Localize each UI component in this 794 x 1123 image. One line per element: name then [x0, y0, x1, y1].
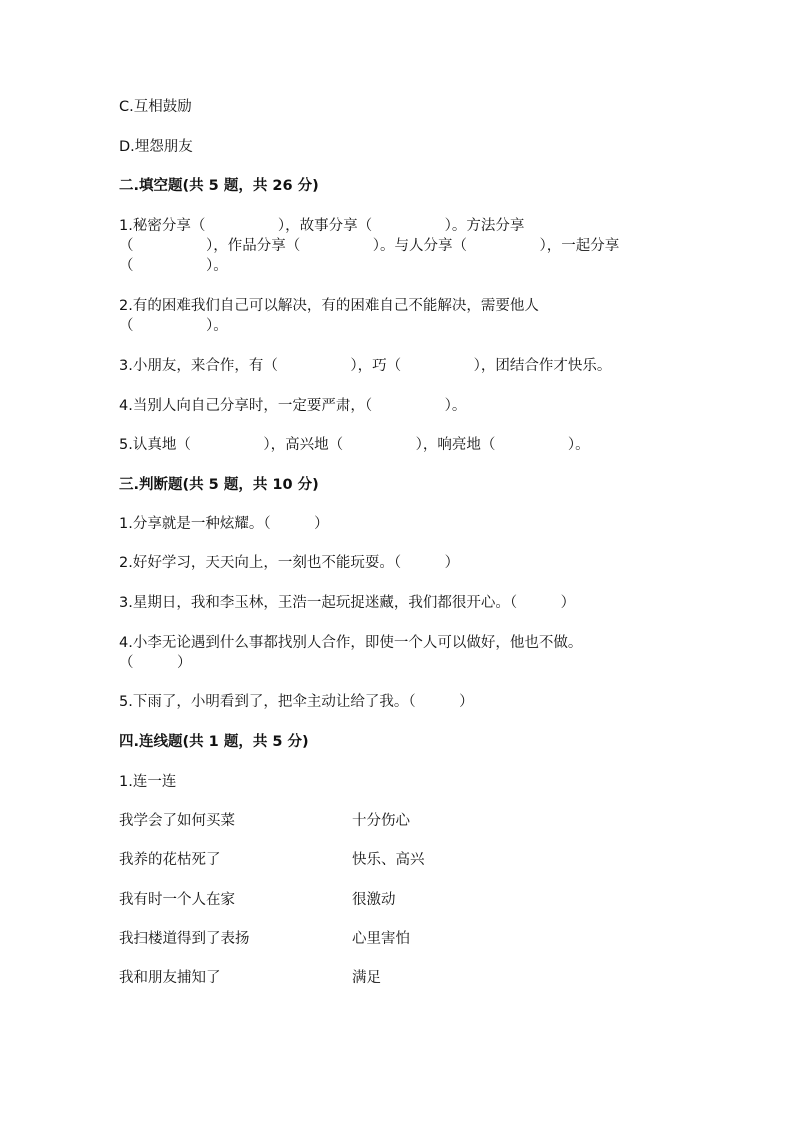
section-heading-judge: 三.判断题(共 5 题，共 10 分) — [119, 477, 319, 493]
matching-right-item: 很激动 — [352, 892, 396, 908]
judge-q4-line2: （ ） — [119, 655, 192, 671]
option-c: C.互相鼓励 — [119, 99, 192, 115]
fill-q1-line1: 1.秘密分享（ ），故事分享（ ）。方法分享 — [119, 218, 525, 234]
fill-q5: 5.认真地（ ），高兴地（ ），响亮地（ ）。 — [119, 437, 590, 453]
matching-left-item: 我有时一个人在家 — [119, 892, 235, 908]
judge-q1: 1.分享就是一种炫耀。（ ） — [119, 516, 329, 532]
judge-q3: 3.星期日，我和李玉林，王浩一起玩捉迷藏，我们都很开心。（ ） — [119, 595, 576, 611]
judge-q5: 5.下雨了，小明看到了，把伞主动让给了我。（ ） — [119, 694, 474, 710]
section-heading-fill-blank: 二.填空题(共 5 题，共 26 分) — [119, 178, 319, 194]
fill-q2-line1: 2.有的困难我们自己可以解决，有的困难自己不能解决，需要他人 — [119, 298, 539, 314]
fill-q1-line2: （ ），作品分享（ ）。与人分享（ ），一起分享 — [119, 238, 620, 254]
fill-q4: 4.当别人向自己分享时，一定要严肃，（ ）。 — [119, 398, 467, 414]
fill-q2-line2: （ ）。 — [119, 318, 228, 334]
matching-left-item: 我和朋友捕知了 — [119, 970, 221, 986]
judge-q2: 2.好好学习，天天向上，一刻也不能玩耍。（ ） — [119, 555, 460, 571]
matching-left-item: 我养的花枯死了 — [119, 852, 221, 868]
matching-right-item: 十分伤心 — [352, 813, 410, 829]
matching-left-item: 我扫楼道得到了表扬 — [119, 931, 250, 947]
matching-right-item: 快乐、高兴 — [352, 852, 425, 868]
judge-q4-line1: 4.小李无论遇到什么事都找别人合作，即使一个人可以做好，他也不做。 — [119, 635, 583, 651]
matching-q1: 1.连一连 — [119, 774, 177, 790]
matching-right-item: 心里害怕 — [352, 931, 410, 947]
fill-q1-line3: （ ）。 — [119, 258, 228, 274]
option-d: D.埋怨朋友 — [119, 139, 193, 155]
fill-q3: 3.小朋友，来合作，有（ ），巧（ ），团结合作才快乐。 — [119, 358, 612, 374]
matching-left-item: 我学会了如何买菜 — [119, 813, 235, 829]
matching-right-item: 满足 — [352, 970, 381, 986]
section-heading-matching: 四.连线题(共 1 题，共 5 分) — [119, 734, 309, 750]
